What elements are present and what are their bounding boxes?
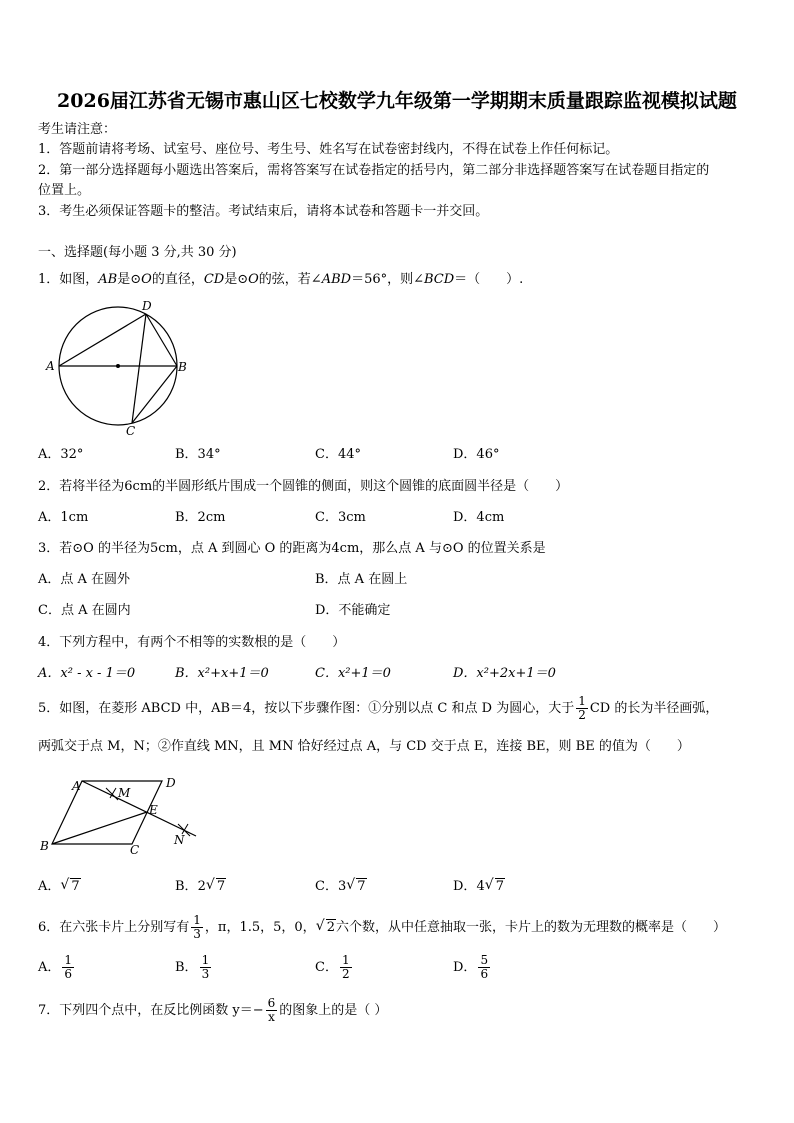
fraction-half: $\frac{1}{2}$ [578, 694, 586, 722]
q3-option-b: B．点 A 在圆上 [315, 572, 408, 587]
q1-circle-figure [40, 296, 200, 438]
q2-stem: 2．若将半径为6cm的半圆形纸片围成一个圆锥的侧面，则这个圆锥的底面圆半径是（ ） [38, 479, 569, 494]
page-title: 2026届江苏省无锡市惠山区七校数学九年级第一学期期末质量跟踪监视模拟试题 [57, 90, 737, 112]
q1-option-b: B．34° [175, 447, 221, 462]
segment-be [52, 812, 147, 844]
q4-option-d: D．x²+2x+1＝0 [453, 666, 556, 681]
q5-option-d: D．4√ 7 [453, 879, 505, 895]
segment-db [146, 314, 177, 366]
q6-option-b: B． $\frac{1}{3}$ [175, 953, 210, 981]
notice-heading: 考生请注意： [38, 122, 117, 137]
q3-stem: 3．若⊙O 的半径为5cm，点 A 到圆心 O 的距离为4cm，那么点 A 与⊙O 的位置关系是 [38, 541, 546, 556]
label-a: A [72, 779, 81, 793]
q3-option-c: C．点 A 在圆内 [38, 603, 131, 618]
q4-stem: 4．下列方程中，有两个不相等的实数根的是（ ） [38, 635, 346, 650]
q5-stem-line1: 5．如图，在菱形 ABCD 中，AB＝4，按以下步骤作图：①分别以点 C 和点 D 为圆心，大于 $\frac{1}{2}$ CD 的长为半径画弧， [38, 694, 719, 722]
q6-stem: 6．在六张卡片上分别写有 $\frac{1}{3}$ ，π，1.5，5，0，√ 2六个数，从中任意抽取一张，卡片上的数为无理数的概率是（ ） [38, 913, 726, 943]
label-m: M [118, 786, 131, 800]
q2-option-a: A．1cm [38, 510, 89, 525]
q2-option-b: B．2cm [175, 510, 226, 525]
label-d: D [166, 776, 176, 790]
q6-option-d: D． $\frac{5}{6}$ [453, 953, 489, 981]
segment-ad [59, 314, 146, 366]
q6-option-a: A． $\frac{1}{6}$ [38, 953, 73, 981]
label-b: B [178, 360, 187, 374]
q1-option-a: A．32° [38, 447, 84, 462]
notice-item-1: 1．答题前请将考场、试室号、座位号、考生号、姓名写在试卷密封线内，不得在试卷上作任何标记。 [38, 142, 619, 157]
q7-stem: 7．下列四个点中，在反比例函数 y＝− $\frac{6}{x}$ 的图象上的是（ ） [38, 996, 388, 1024]
q1-option-d: D．46° [453, 447, 500, 462]
notice-item-2: 2．第一部分选择题每小题选出答案后，需将答案写在试卷指定的括号内，第二部分非选择题答案写在试卷题目指定的 [38, 163, 710, 178]
q4-option-c: C．x²+1＝0 [315, 666, 391, 681]
q3-option-a: A．点 A 在圆外 [38, 572, 131, 587]
label-d: D [142, 299, 152, 313]
label-a: A [46, 359, 55, 373]
q5-option-a: A．√ 7 [38, 879, 81, 895]
label-n: N [174, 833, 185, 847]
center-point [116, 364, 120, 368]
section-heading: 一、选择题(每小题 3 分,共 30 分) [38, 245, 237, 260]
q2-option-c: C．3cm [315, 510, 366, 525]
label-b: B [40, 839, 49, 853]
q5-stem-line2: 两弧交于点 M，N；②作直线 MN，且 MN 恰好经过点 A，与 CD 交于点 E，连接 BE，则 BE 的值为（ ） [38, 739, 690, 754]
q5-rhombus-figure [40, 774, 200, 854]
fraction-six-over-x: $\frac{6}{x}$ [267, 996, 276, 1024]
q4-option-a: A．x² - x - 1＝0 [38, 666, 136, 681]
q1-option-c: C．44° [315, 447, 361, 462]
q6-option-c: C． $\frac{1}{2}$ [315, 953, 350, 981]
label-c: C [130, 843, 140, 854]
fraction-one-third: $\frac{1}{3}$ [193, 913, 201, 941]
q2-option-d: D．4cm [453, 510, 505, 525]
label-e: E [149, 803, 158, 817]
label-c: C [126, 424, 136, 438]
q1-stem: 1．如图，AB是⊙O的直径，CD是⊙O的弦，若∠ABD＝56°，则∠BCD＝（ ）. [38, 272, 524, 287]
notice-item-3: 3．考生必须保证答题卡的整洁。考试结束后，请将本试卷和答题卡一并交回。 [38, 204, 489, 219]
q5-option-c: C．3√ 7 [315, 879, 367, 895]
q4-option-b: B．x²+x+1＝0 [175, 666, 269, 681]
segment-dc [132, 314, 146, 423]
q3-option-d: D．不能确定 [315, 603, 391, 618]
q5-option-b: B．2√ 7 [175, 879, 226, 895]
notice-item-2-cont: 位置上。 [38, 183, 91, 198]
